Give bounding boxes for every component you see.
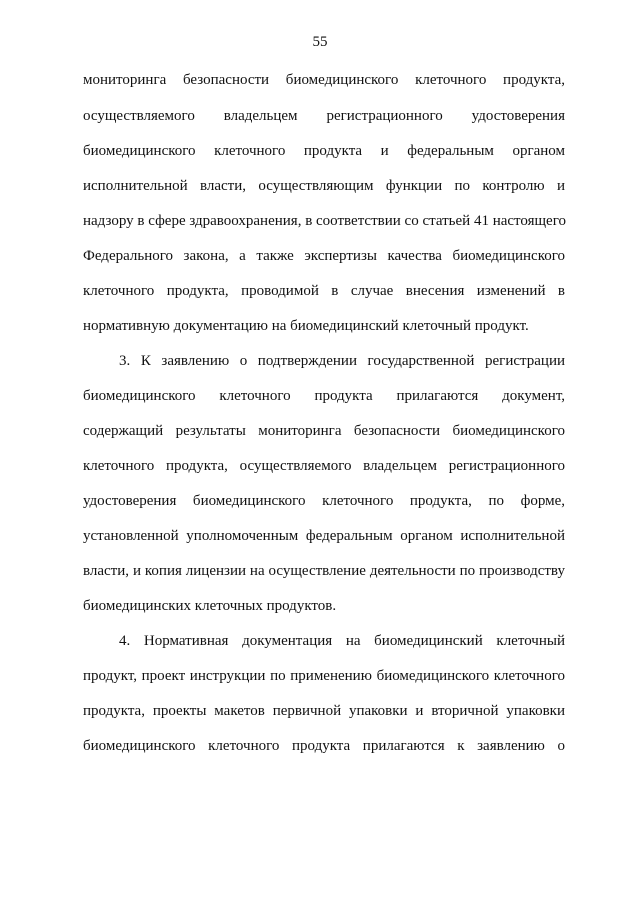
text-line: продукт, проект инструкции по применению биомедицинского клеточного: [83, 668, 565, 684]
text-line: биомедицинского клеточного продукта и федеральным органом: [83, 143, 565, 159]
text-line: осуществляемого владельцем регистрационного удостоверения: [83, 108, 565, 124]
text-line: мониторинга безопасности биомедицинского клеточного продукта,: [83, 72, 565, 88]
text-line: продукта, проекты макетов первичной упаковки и вторичной упаковки: [83, 703, 565, 719]
text-line: биомедицинских клеточных продуктов.: [83, 598, 337, 614]
text-line: клеточного продукта, проводимой в случае внесения изменений в: [83, 283, 565, 299]
text-line: 3. К заявлению о подтверждении государственной регистрации: [119, 353, 565, 369]
text-line: содержащий результаты мониторинга безопасности биомедицинского: [83, 423, 565, 439]
text-line: надзору в сфере здравоохранения, в соответствии со статьей 41 настоящего: [83, 213, 566, 229]
text-line: 4. Нормативная документация на биомедицинский клеточный: [119, 633, 565, 649]
text-line: нормативную документацию на биомедицинский клеточный продукт.: [83, 318, 529, 334]
text-line: установленной уполномоченным федеральным органом исполнительной: [83, 528, 565, 544]
text-line: биомедицинского клеточного продукта прилагаются к заявлению о: [83, 738, 565, 754]
text-line: исполнительной власти, осуществляющим функции по контролю и: [83, 178, 565, 194]
text-line: биомедицинского клеточного продукта прилагаются документ,: [83, 388, 565, 404]
text-line: Федерального закона, а также экспертизы качества биомедицинского: [83, 248, 565, 264]
page-number: 55: [312, 34, 328, 50]
text-line: удостоверения биомедицинского клеточного продукта, по форме,: [83, 493, 565, 509]
text-line: власти, и копия лицензии на осуществление деятельности по производству: [83, 563, 565, 579]
text-line: клеточного продукта, осуществляемого владельцем регистрационного: [83, 458, 565, 474]
